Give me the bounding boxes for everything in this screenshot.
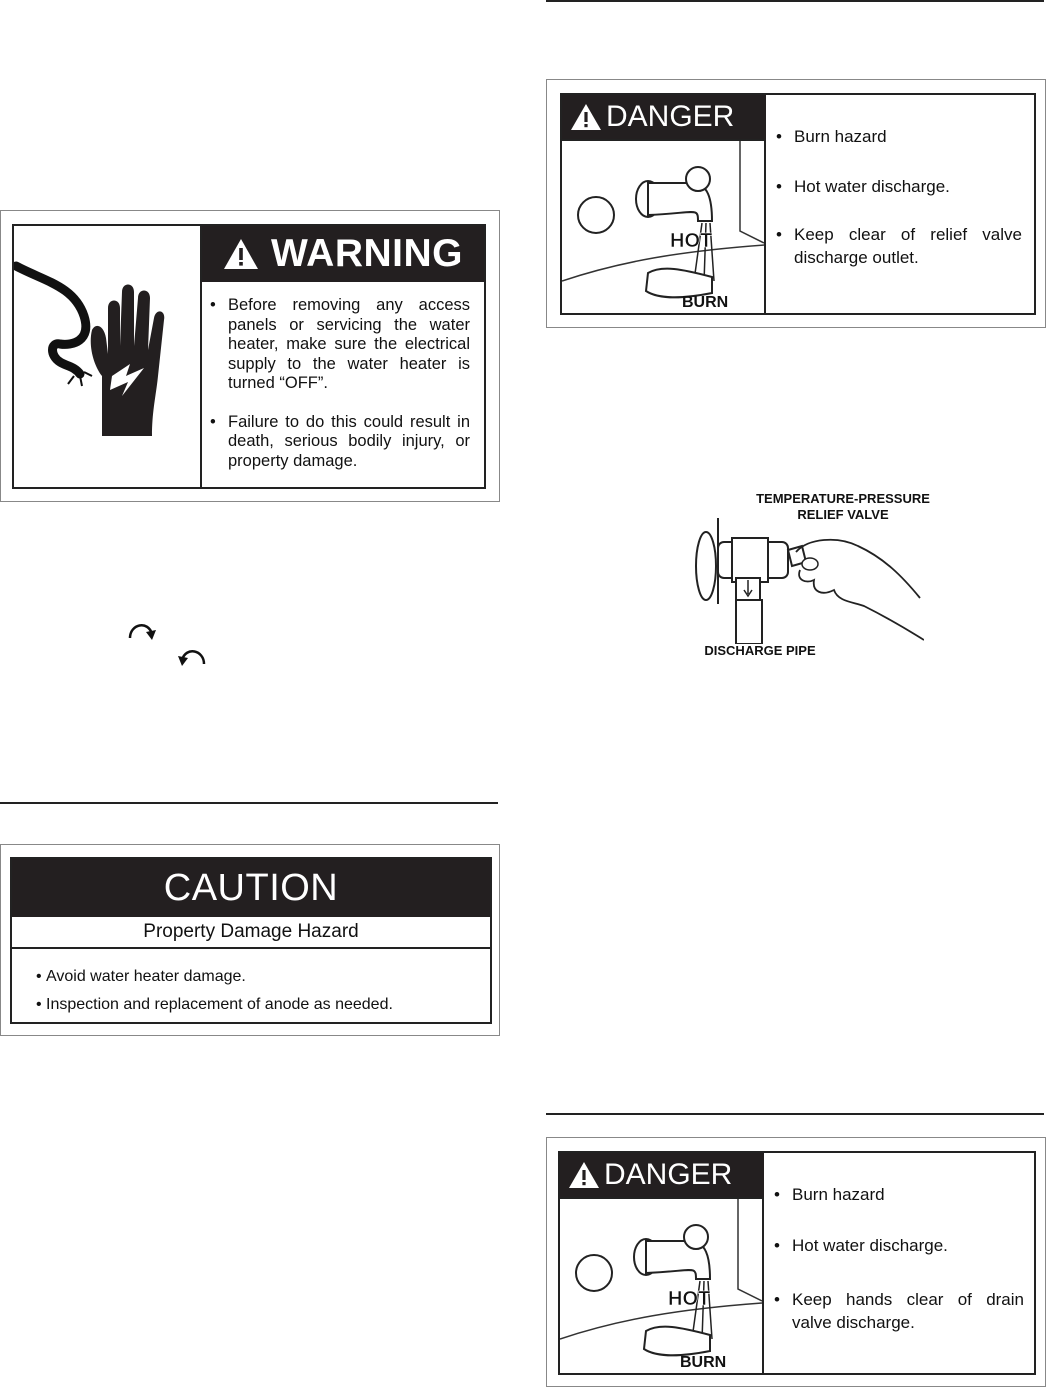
clockwise-arrow-icon [126, 616, 158, 648]
danger-triangle-icon [570, 103, 602, 131]
danger-1-image-area [562, 139, 766, 313]
warning-header [202, 226, 484, 282]
counterclockwise-arrow-icon [176, 640, 208, 672]
warning-bullets [208, 296, 470, 471]
section-divider-left [0, 802, 498, 804]
warning-bullet-2: • Failure to do this could result in death, serious bodily injury, or property damage. [208, 413, 470, 472]
danger-1-hot-word: HOT [670, 230, 713, 252]
danger-1-title: DANGER [606, 100, 735, 133]
discharge-pipe-label: DISCHARGE PIPE [704, 643, 816, 658]
caution-subtitle: Property Damage Hazard [143, 921, 359, 942]
warning-bullet-1: • Before removing any access panels or servicing the water heater, make sure the electrical supply to the water heater is turned “OFF”. [208, 296, 470, 394]
danger-label-1 [560, 93, 1036, 315]
danger-2-image-area [560, 1197, 764, 1373]
relief-valve-label-line1: TEMPERATURE-PRESSURE [756, 491, 930, 506]
hot-water-burn-icon [562, 141, 764, 313]
danger-1-bullet-2: • Hot water discharge. [776, 175, 1022, 198]
relief-valve-illustration [688, 518, 924, 644]
danger-2-header [560, 1153, 764, 1197]
danger-label-2 [558, 1151, 1036, 1375]
danger-2-hot-word: HOT [668, 1288, 711, 1310]
section-divider-right [546, 1113, 1044, 1115]
warning-triangle-icon [223, 238, 259, 270]
warning-label [12, 224, 486, 489]
section-divider-right-top [546, 0, 1044, 2]
danger-triangle-icon [568, 1161, 600, 1189]
danger-2-bullet-2: • Hot water discharge. [774, 1234, 1024, 1257]
caution-bullets [34, 963, 474, 1019]
danger-1-header [562, 95, 766, 139]
caution-subtitle-bar [12, 917, 490, 949]
warning-label-image-area [14, 226, 202, 487]
danger-1-bullet-1: • Burn hazard [776, 125, 1022, 148]
danger-1-bullets [776, 125, 1022, 269]
danger-2-burn-word: BURN [680, 1354, 727, 1371]
relief-valve-label-line2: RELIEF VALVE [797, 507, 889, 522]
warning-title: WARNING [271, 232, 463, 275]
hot-water-burn-icon [560, 1199, 762, 1373]
danger-2-bullets [774, 1183, 1024, 1334]
caution-label [10, 857, 492, 1024]
caution-bullet-2: • Inspection and replacement of anode as needed. [34, 991, 474, 1019]
danger-2-bullet-1: • Burn hazard [774, 1183, 1024, 1206]
caution-bullet-1: • Avoid water heater damage. [34, 963, 474, 991]
danger-1-burn-word: BURN [682, 294, 729, 311]
danger-2-bullet-3: • Keep hands clear of drain valve discharge. [774, 1288, 1024, 1334]
danger-1-bullet-3: • Keep clear of relief valve discharge outlet. [776, 223, 1022, 269]
danger-2-title: DANGER [604, 1158, 733, 1191]
electric-shock-hand-icon [14, 226, 200, 487]
caution-title: CAUTION [163, 866, 339, 909]
caution-header [12, 859, 490, 917]
